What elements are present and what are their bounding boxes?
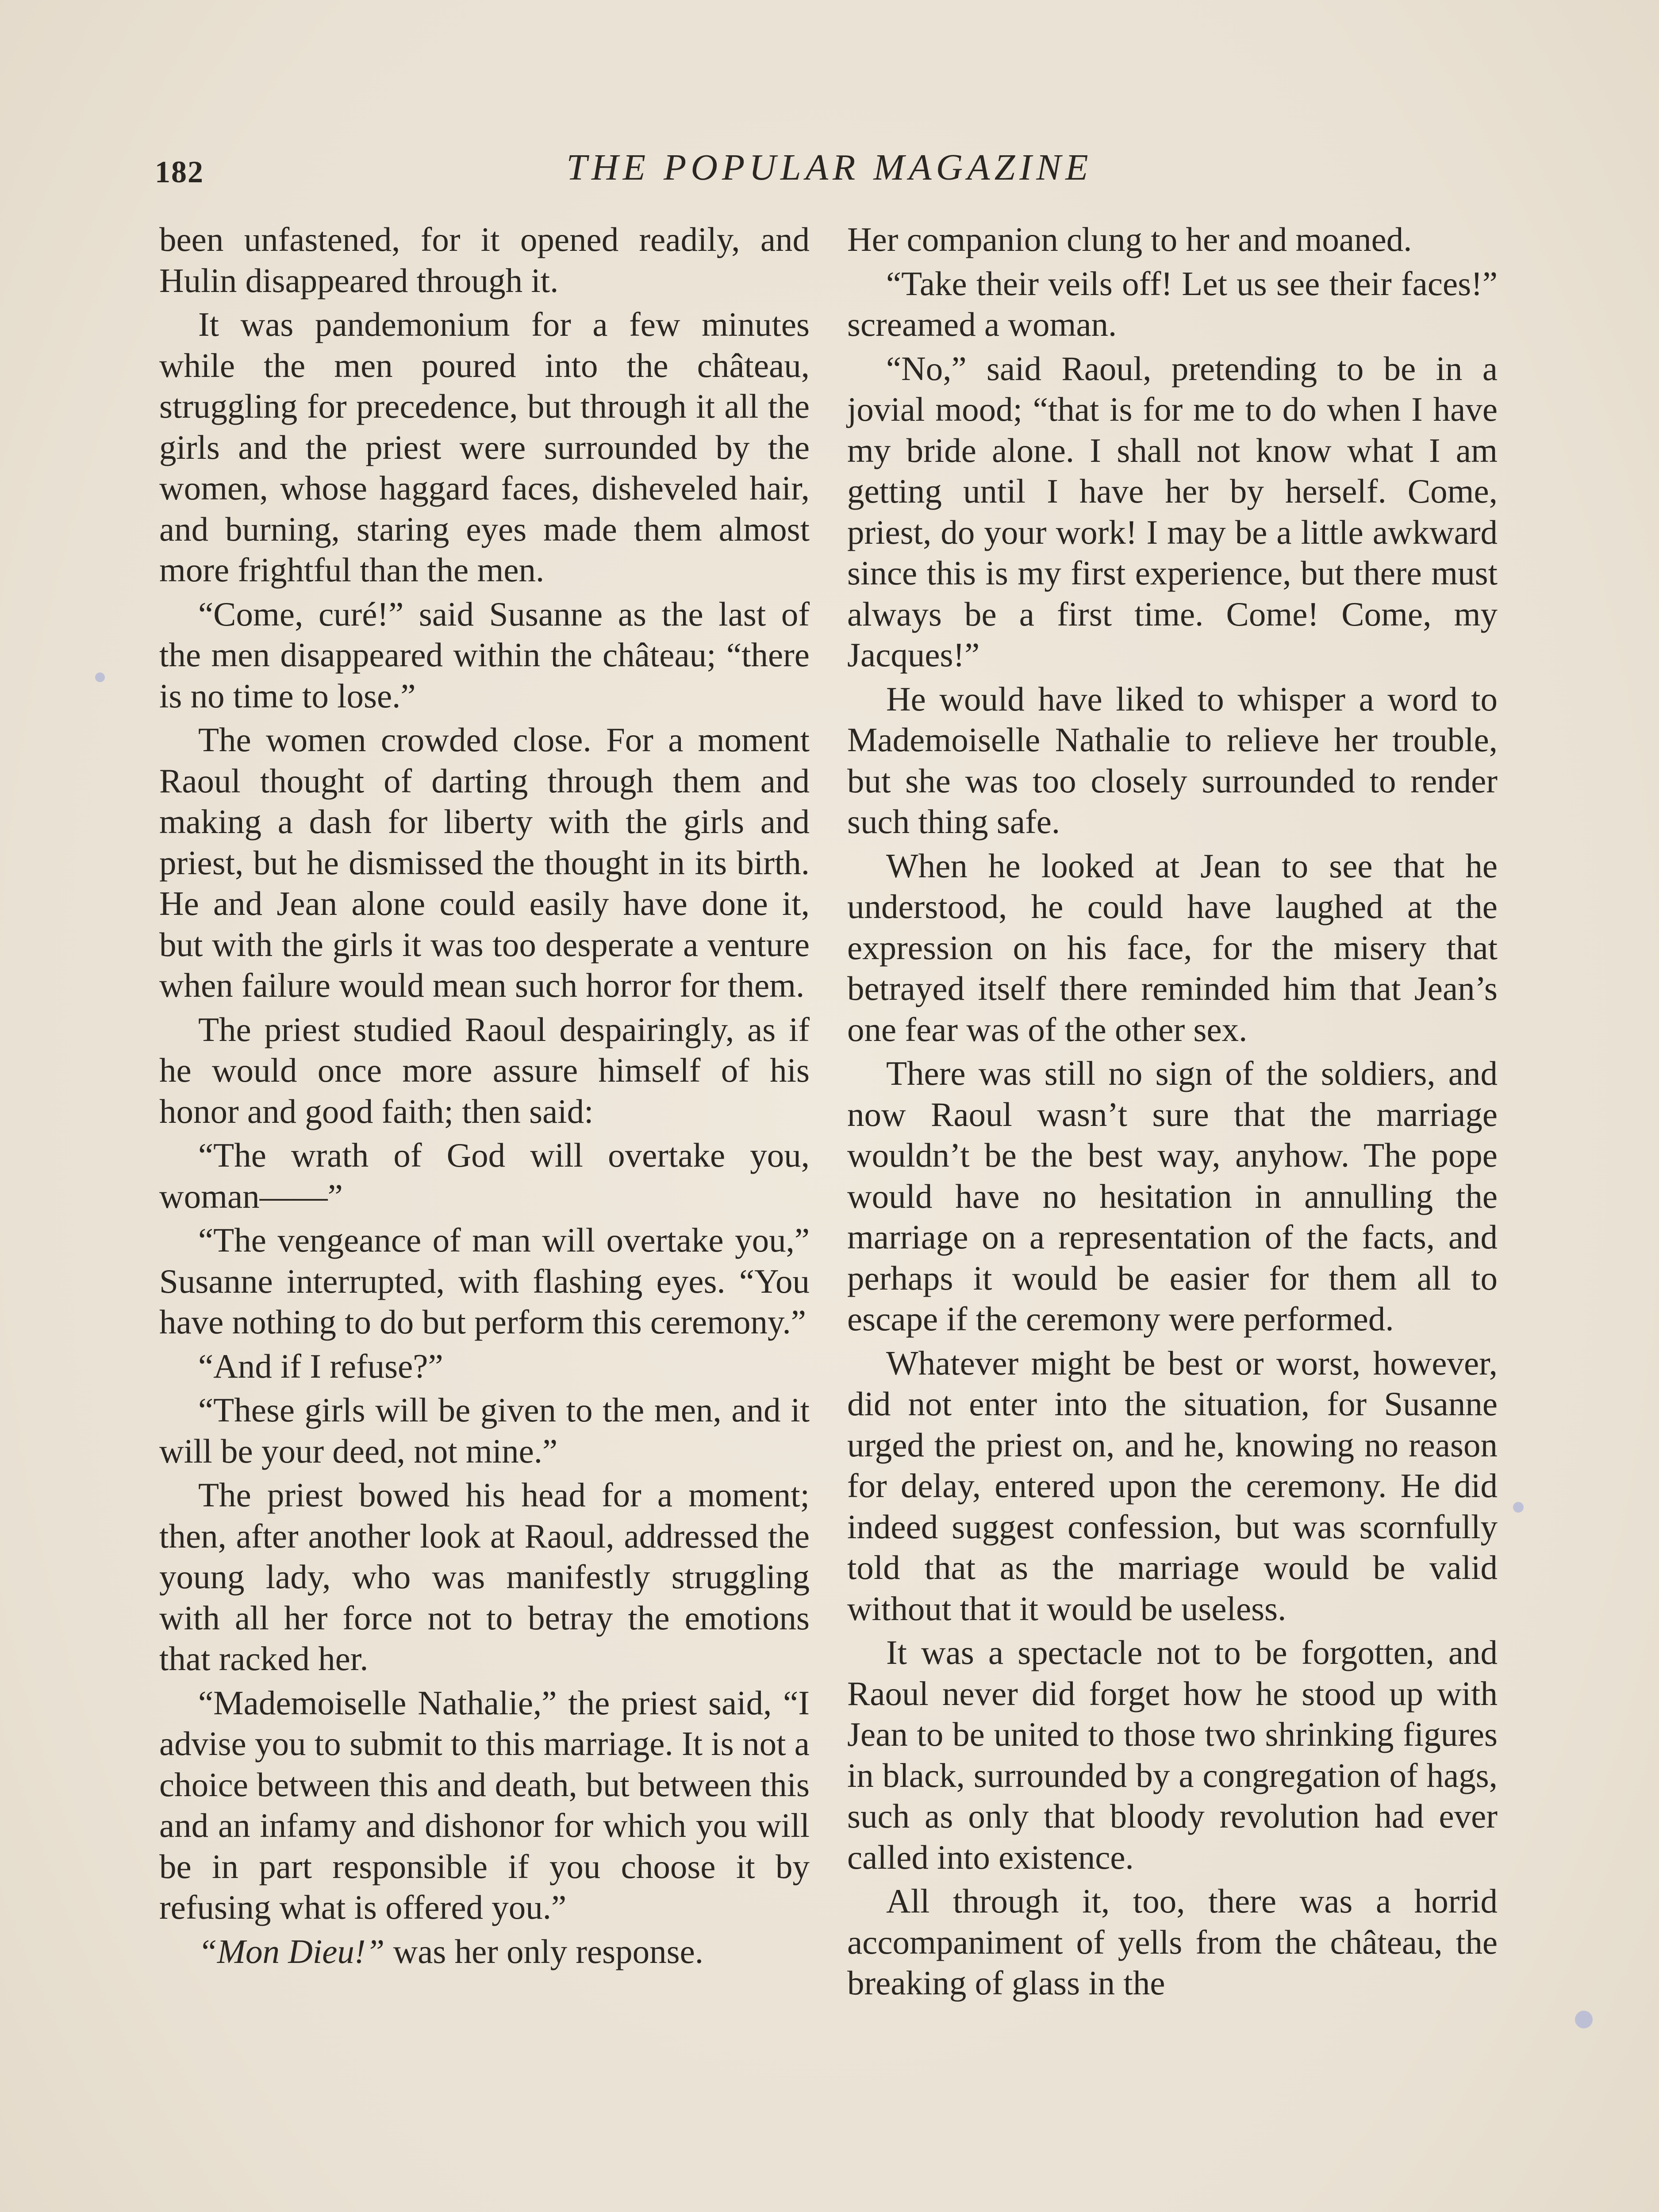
paragraph: “The vengeance of man will overtake you,” Susanne interrupted, with flashing eyes. “You have nothing to do but perform this ceremony.” xyxy=(159,1221,810,1341)
paragraph: “And if I refuse?” xyxy=(198,1347,443,1385)
paragraph: “Mademoiselle Nathalie,” the priest said, “I advise you to submit to this marriage. It is not a choice between this and death, but between this and an infamy and dishonor for which you will be in part responsible if you choose it by refusing what is offered you.” xyxy=(159,1683,810,1926)
page-number: 182 xyxy=(155,155,204,189)
paragraph: “Take their veils off! Let us see their faces!” screamed a woman. xyxy=(847,264,1498,343)
paragraph: The priest bowed his head for a moment; then, after another look at Raoul, addressed the young lady, who was manifestly struggling with all her force not to betray the emotions that racked her. xyxy=(159,1476,810,1678)
paragraph: There was still no sign of the soldiers, and now Raoul wasn’t sure that the marriage wouldn’t be the best way, anyhow. The pope would have no hesitation in annulling the marriage on a representation of the facts, and perhaps it would be easier for them all to escape if the ceremony were performed. xyxy=(847,1054,1498,1338)
paragraph-last xyxy=(159,1931,810,1972)
paragraph: Her companion clung to her and moaned. xyxy=(847,220,1412,258)
paragraph: Whatever might be best or worst, however, did not enter into the situation, for Susanne urged the priest on, and he, knowing no reason for delay, entered upon the ceremony. He did indeed suggest confession, but was scornfully told that as the marriage would be valid without that it would be useless. xyxy=(847,1344,1498,1628)
page-header xyxy=(155,146,1504,199)
paragraph: It was pandemonium for a few minutes while the men poured into the château, struggling for precedence, but through it all the girls and the priest were surrounded by the women, whose haggard faces, disheveled hair, and burning, staring eyes made them almost more frightful than the men. xyxy=(159,305,810,589)
paragraph: All through it, too, there was a horrid accompaniment of yells from the château, the breaking of glass in the xyxy=(847,1882,1498,2002)
left-column xyxy=(159,219,810,2212)
italic-exclamation: “Mon Dieu!” xyxy=(198,1932,385,1970)
paragraph: He would have liked to whisper a word to Mademoiselle Nathalie to relieve her trouble, but she was too closely surrounded to render such thing safe. xyxy=(847,680,1498,841)
paragraph: “No,” said Raoul, pretending to be in a jovial mood; “that is for me to do when I have my bride alone. I shall not know what I am getting until I have her by herself. Come, priest, do your work! I may be a little awkward since this is my first experience, but there must always be a first time. Come! Come, my Jacques!” xyxy=(847,349,1498,674)
paper-speck xyxy=(1575,2011,1593,2028)
paragraph-tail: was her only response. xyxy=(384,1932,703,1970)
paper-speck xyxy=(95,672,105,682)
paragraph: “These girls will be given to the men, and it will be your deed, not mine.” xyxy=(159,1391,810,1470)
running-title: THE POPULAR MAGAZINE xyxy=(566,147,1093,188)
paragraph: The women crowded close. For a moment Raoul thought of darting through them and making a dash for liberty with the girls and priest, but he dismissed the thought in its birth. He and Jean alone could easily have done it, but with the girls it was too desperate a venture when failure would mean such horror for them. xyxy=(159,721,810,1004)
paragraph: When he looked at Jean to see that he understood, he could have laughed at the expression on his face, for the misery that betrayed itself there reminded him that Jean’s one fear was of the other sex. xyxy=(847,846,1498,1048)
paragraph: been unfastened, for it opened readily, and Hulin disappeared through it. xyxy=(159,220,810,300)
paper-speck xyxy=(1513,1502,1524,1513)
right-column xyxy=(847,219,1498,2212)
paragraph: “The wrath of God will overtake you, woman——” xyxy=(159,1136,810,1215)
paragraph: The priest studied Raoul despairingly, as if he would once more assure himself of his honor and good faith; then said: xyxy=(159,1010,810,1130)
paragraph: It was a spectacle not to be forgotten, and Raoul never did forget how he stood up with Jean to be united to those two shrinking figures in black, surrounded by a congregation of hags, such as only that bloody revolution had ever called into existence. xyxy=(847,1633,1498,1876)
paragraph: “Come, curé!” said Susanne as the last of the men disappeared within the château; “there is no time to lose.” xyxy=(159,595,810,715)
